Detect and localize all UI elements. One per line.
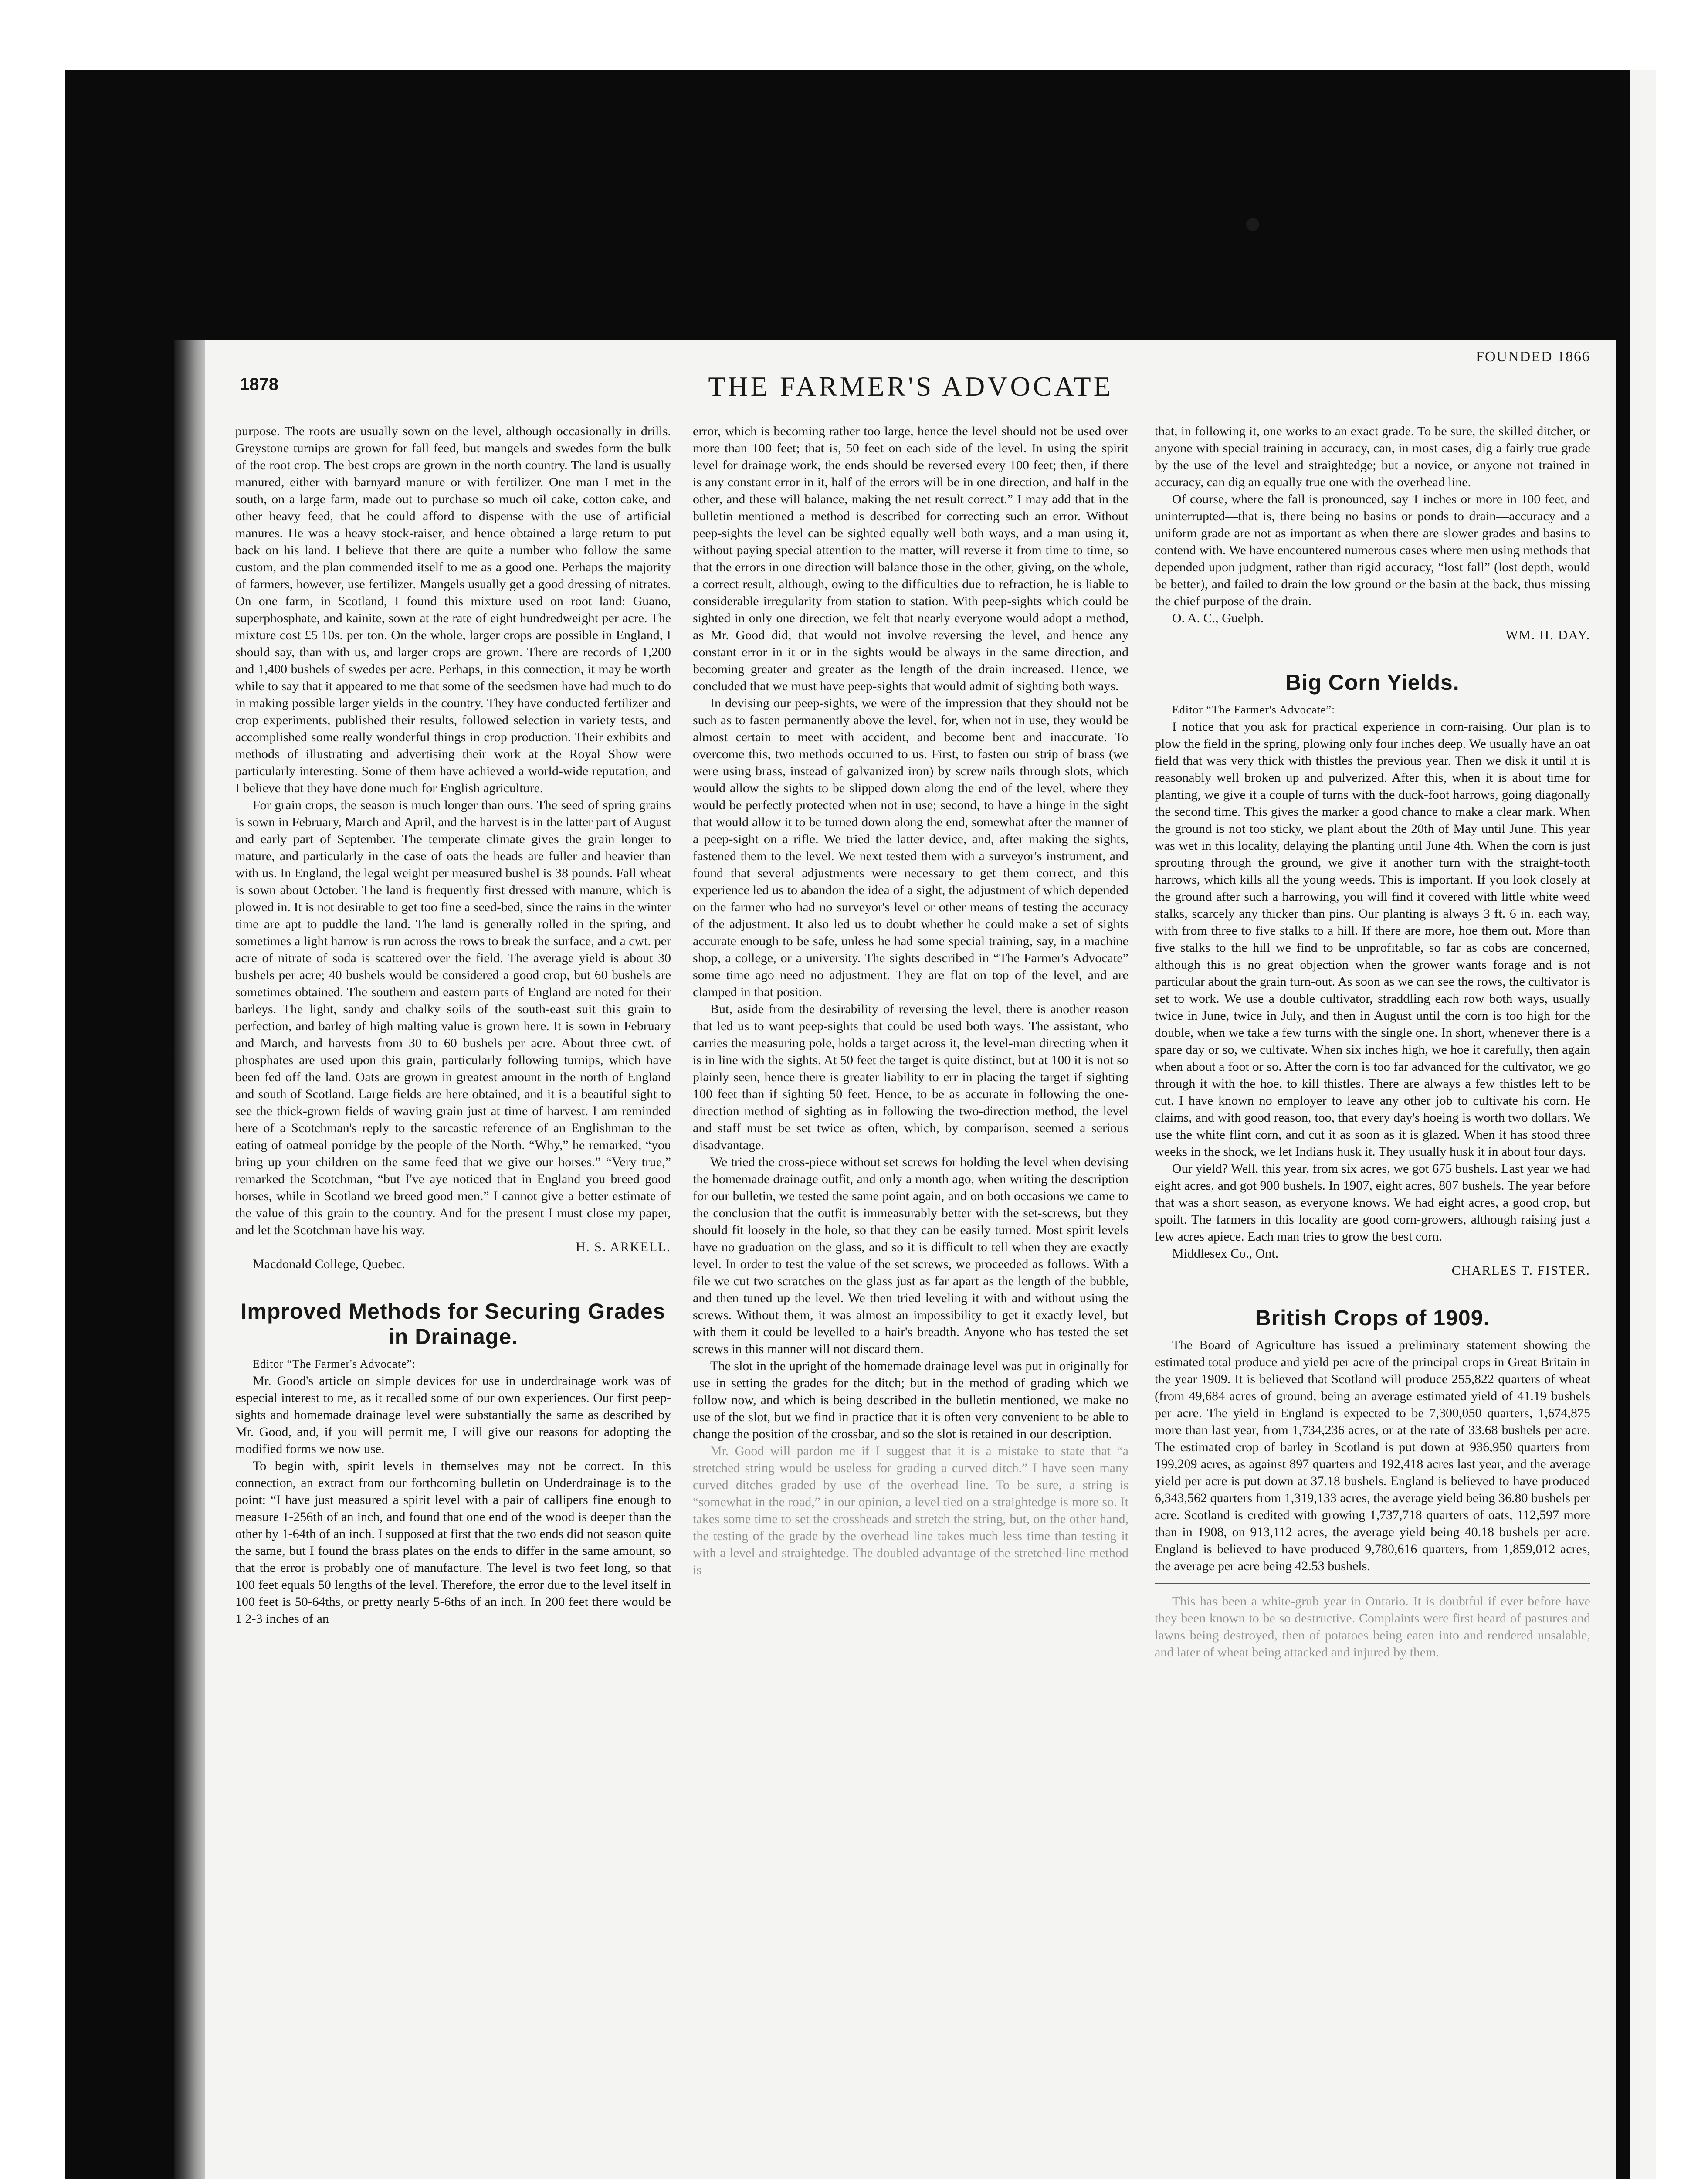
paragraph: To begin with, spirit levels in themselves may not be correct. In this connection, an extract from our forthcoming bulletin on Underdrainage is to the point: “I have just measured a spirit level with a pair of callipers fine enough to measure 1-256th of an inch, and found that one end of the wood is deeper than the other by 1-64th of an inch. I supposed at first that the two ends did not season quite the same, but I found the brass plates on the ends to differ in the same amount, so that the error is probably one of manufacture. The level is two feet long, so that 100 feet equals 50 lengths of the level. Therefore, the error due to the level itself in 100 feet is 50-64ths, or pretty nearly 5-6ths of an inch. In 200 feet there would be 1 2-3 inches of an	[235, 1459, 671, 1626]
article-title-drainage: Improved Methods for Securing Grades in Drainage.	[241, 1299, 666, 1349]
paragraph: error, which is becoming rather too large, hence the level should not be used over more than 100 feet; that is, 50 feet on each side of the level. In using the spirit level for drainage work, the ends should be reversed every 100 feet; then, if there is any constant error in it, half of the errors will be in one direction, and half in the other, and these will balance, making the net result correct.” I may add that in the bulletin mentioned a method is described for correcting such an error. Without peep-sights the level can be sighted equally well both ways, and a man using it, without paying special attention to the matter, will reverse it from time to time, so that the errors in one direction will balance those in the other, giving, on the whole, a correct result, although, owing to the difficulties due to refraction, he is liable to considerable irregularity from station to station. With peep-sights which could be sighted in only one direction, we felt that nearly everyone would adopt a method, as Mr. Good did, that would not involve reversing the level, and hence any constant error in it or in the sights would be always in the same direction, and becoming greater and greater as the length of the drain increased. Hence, we concluded that we must have peep-sights that would admit of sighting both ways.	[693, 424, 1128, 693]
paragraph: The Board of Agriculture has issued a preliminary statement showing the estimated total produce and yield per acre of the principal crops in Great Britain in the year 1909. It is believed that Scotland will produce 255,822 quarters of wheat (from 49,684 acres of ground, being an average estimated yield of 41.19 bushels per acre. The yield in England is expected to be 7,300,050 quarters, 1,674,875 more than last year, from 1,734,236 acres, or at the rate of 33.68 bushels per acre. The estimated crop of barley in Scotland is put down at 936,950 quarters from 199,209 acres, as against 897 quarters and 192,418 acres last year, and the average yield per acre is put down at 37.18 bushels. England is believed to have produced 6,343,562 quarters from 1,319,133 acres, the average yield being 36.80 bushels per acre. Scotland is credited with growing 1,737,718 quarters of oats, 112,597 more than in 1908, on 913,112 acres, the average yield being 40.18 bushels per acre. England is believed to have produced 9,780,616 quarters, from 1,859,012 acres, the average per acre being 42.53 bushels.	[1155, 1338, 1590, 1573]
paragraph: But, aside from the desirability of reversing the level, there is another reason that led us to want peep-sights that could be used both ways. The assistant, who carries the measuring pole, holds a target across it, the level-man directing when it is in line with the sights. At 50 feet the target is quite distinct, but at 100 it is not so plainly seen, hence there is greater liability to err in placing the target if sighting 100 feet than if sighting 50 feet. Hence, to be as accurate in following the one-direction method of sighting as in following the two-direction method, the level and staff must be set twice as often, which, by comparison, seemed a serious disadvantage.	[693, 1002, 1128, 1152]
article-title-british-crops: British Crops of 1909.	[1255, 1306, 1490, 1330]
paragraph: This has been a white-grub year in Ontario. It is doubtful if ever before have they been known to be so destructive. Complaints were first heard of pastures and lawns being destroyed, then of potatoes being eaten into and rendered unsalable, and later of wheat being attacked and injured by them.	[1155, 1594, 1590, 1660]
author-signature: H. S. ARKELL.	[576, 1240, 671, 1254]
paragraph: Of course, where the fall is pronounced, say 1 inches or more in 100 feet, and uninterrupted—that is, there being no basins or ponds to drain—accuracy and a uniform grade are not as important as when there are slower grades and basins to contend with. We have encountered numerous cases where men using methods that depended upon judgment, rather than rigid accuracy, “lost fall” (lost depth, would be better), and failed to drain the low ground or the basin at the back, thus missing the chief purpose of the drain.	[1155, 492, 1590, 608]
editor-salutation: Editor “The Farmer's Advocate”:	[1172, 703, 1335, 716]
page-header	[205, 340, 1616, 405]
newspaper-page	[205, 340, 1616, 2179]
column-left	[235, 423, 671, 1627]
paragraph: that, in following it, one works to an exact grade. To be sure, the skilled ditcher, or anyone with special training in accuracy, can, in most cases, dig a fairly true grade by the use of the level and straightedge; but a novice, or anyone not trained in accuracy, can dig an equally true one with the overhead line.	[1155, 424, 1590, 489]
author-signature: WM. H. DAY.	[1505, 628, 1590, 642]
masthead-title: THE FARMER'S ADVOCATE	[708, 371, 1113, 402]
author-signature: CHARLES T. FISTER.	[1451, 1263, 1590, 1278]
ink-smudge	[1246, 218, 1259, 231]
adjacent-page-strip	[1630, 70, 1656, 2179]
founded-line: FOUNDED 1866	[1476, 349, 1590, 365]
paragraph: purpose. The roots are usually sown on the level, although occasionally in drills. Greystone turnips are grown for fall feed, but mangels and swedes form the bulk of the root crop. The best crops are grown in the north country. The land is usually manured, either with barnyard manure or with fertilizer. One man I met in the south, on a large farm, made out to purchase so much oil cake, cotton cake, and other heavy feed, that he could afford to dispense with the use of artificial manures. He was a heavy stock-raiser, and hence obtained a large return to put back on his land. I believe that there are quite a number who follow the same custom, and the plan commended itself to me as a good one. Perhaps the majority of farmers, however, use fertilizer. Mangels usually get a good dressing of nitrates. On one farm, in Scotland, I found this mixture used on root land: Guano, superphosphate, and kainite, sown at the rate of eight hundredweight per acre. The mixture cost £5 10s. per ton. On the whole, larger crops are possible in England, I should say, than with us, and larger crops are grown. There are records of 1,200 and 1,400 bushels of swedes per acre. Perhaps, in this connection, it may be worth while to say that it appeared to me that some of the seedsmen have had much to do in making possible larger yields in the country. They have conducted fertilizer and crop experiments, published their results, followed selection in variety tests, and accomplished some really wonderful things in crop production. Their exhibits and methods of illustrating and advertising their work at the Royal Show were particularly interesting. Some of them have achieved a world-wide reputation, and I believe that they have done much for English agriculture.	[235, 424, 671, 795]
article-title-corn: Big Corn Yields.	[1285, 670, 1460, 695]
paragraph: I notice that you ask for practical experience in corn-raising. Our plan is to plow the field in the spring, plowing only four inches deep. We usually have an oat field that was very thick with thistles the previous year. Then we disk it until it is reasonably well broken up and pulverized. After this, when it is about time for planting, we give it a couple of turns with the duck-foot harrows, going diagonally the second time. This gives the marker a good chance to make a clear mark. When the ground is not too sticky, we plant about the 20th of May until June. This year was wet in this locality, delaying the planting until June 4th. When the corn is just sprouting through the ground, we give it another turn with the straight-tooth harrows, which kills all the young weeds. This is important. If you look closely at the ground after such a harrowing, you will find it covered with little white weed stalks, scarcely any thicker than pins. Our planting is always 3 ft. 6 in. each way, with from three to five stalks to a hill. If there are more, hoe them out. More than five stalks to the hill we find to be unprofitable, so far as cobs are concerned, although this is no great objection when the grower wants forage and is not particular about the grain turn-out. As soon as we can see the rows, the cultivator is set to work. We use a double cultivator, straddling each row both ways, usually twice in June, twice in July, and then in August until the corn is too high for the double, when we take a few turns with the single one. In short, whenever there is a spare day or so, we cultivate. When six inches high, we hoe it carefully, then again when about a foot or so. After the corn is too far advanced for the cultivator, we go through it with the hoe, to kill thistles. There are always a few thistles left to be cut. I have known no employer to leave any other job to cultivate his corn. He claims, and with good reason, too, that every day's hoeing is worth two dollars. We use the white flint corn, and cut it as soon as it is glazed. When it has stood three weeks in the shock, we let Indians husk it. They usually husk it in about four days.	[1155, 720, 1590, 1159]
author-place: O. A. C., Guelph.	[1172, 611, 1264, 625]
paragraph: In devising our peep-sights, we were of the impression that they should not be such as to fasten permanently above the level, for, when not in use, they would be almost certain to meet with accident, and become bent and inaccurate. To overcome this, two methods occurred to us. First, to fasten our strip of brass (we were using brass, instead of galvanized iron) by screw nails through slots, which would allow the sights to be slipped down along the end of the level, where they would be perfectly protected when not in use; second, to have a hinge in the sight that would allow it to be turned down along the end, somewhat after the manner of a peep-sight on a rifle. We tried the latter device, and, after making the sights, fastened them to the level. We next tested them with a surveyor's instrument, and found that several adjustments were necessary to get them correct, and this experience led us to abandon the idea of a sight, the adjustment of which depended on the farmer who had no surveyor's level or other means of testing the accuracy of the adjustment. It also led us to doubt whether he could make a set of sights accurate enough to be safe, unless he had some special training, say, in a machine shop, a college, or a university. The sights described in “The Farmer's Advocate” some time ago need no adjustment. They are flat on top of the level, and are clamped in that position.	[693, 696, 1128, 999]
page-number: 1878	[240, 375, 278, 394]
column-middle	[693, 423, 1128, 1578]
paragraph: Mr. Good will pardon me if I suggest that it is a mistake to state that “a stretched string would be useless for grading a curved ditch.” I have seen many curved ditches graded by use of the overhead line. To be sure, a string is “somewhat in the road,” in our opinion, a level tied on a straightedge is more so. It takes some time to set the crossheads and stretch the string, but, on the other hand, the testing of the grade by the overhead line takes much less time than testing it with a level and straightedge. The doubled advantage of the stretched-line method is	[693, 1444, 1128, 1577]
author-place: Middlesex Co., Ont.	[1172, 1246, 1279, 1261]
section-divider	[1155, 1583, 1590, 1584]
paragraph: We tried the cross-piece without set screws for holding the level when devising the homemade drainage outfit, and only a month ago, when writing the description for our bulletin, we tested the same point again, and on both occasions we came to the conclusion that the outfit is immeasurably better with the set-screws, but they should fit loosely in the hole, so that they can be easily turned. Most spirit levels have no graduation on the glass, and so it is difficult to tell when they are exactly level. In order to test the value of the set screws, we proceeded as follows. With a file we cut two scratches on the glass just as far apart as the length of the bubble, and then tuned up the level. We then tried leveling it with and without using the screws. Without them, it was almost an impossibility to get it exactly level, but with them it could be levelled to a hair's breadth. Anyone who has tested the set screws in this manner will not discard them.	[693, 1155, 1128, 1356]
paragraph: For grain crops, the season is much longer than ours. The seed of spring grains is sown in February, March and April, and the harvest is in the latter part of August and early part of September. The temperate climate gives the grain longer to mature, and particularly in the case of oats the heads are fuller and heavier than with us. In England, the legal weight per measured bushel is 38 pounds. Fall wheat is sown about October. The land is frequently first dressed with manure, which is plowed in. It is not desirable to get too fine a seed-bed, since the rains in the winter time are apt to puddle the land. The land is generally rolled in the spring, and sometimes a light harrow is run across the rows to break the surface, and a cwt. per acre of nitrate of soda is scattered over the field. The average yield is about 30 bushels per acre; 40 bushels would be considered a good crop, but 60 bushels are sometimes obtained. The southern and eastern parts of England are noted for their barleys. The light, sandy and chalky soils of the south-east suit this grain to perfection, and barley of high malting value is grown here. It is sown in February and March, and harvests from 30 to 60 bushels per acre. About three cwt. of phosphates are used upon this grain, particularly following turnips, which have been fed off the land. Oats are grown in greatest amount in the north of England and south of Scotland. Large fields are here obtained, and it is a beautiful sight to see the thick-grown fields of waving grain just at time of harvest. I am reminded here of a Scotchman's reply to the sarcastic reference of an Englishman to the eating of oatmeal porridge by the people of the North. “Why,” he remarked, “you bring up your children on the same feed that we give our horses.” “Very true,” remarked the Scotchman, “but I've aye noticed that in England you breed good horses, while in Scotland we breed good men.” I cannot give a better estimate of the value of this grain to the country. And for the present I must close my paper, and let the Scotchman have his way.	[235, 798, 671, 1237]
paragraph: Our yield? Well, this year, from six acres, we got 675 bushels. Last year we had eight acres, and got 900 bushels. In 1907, eight acres, 807 bushels. The year before that was a short season, as everyone knows. We had eight acres, a good crop, but spoilt. The farmers in this locality are good corn-growers, although raising just a few acres apiece. Each man tries to grow the best corn.	[1155, 1161, 1590, 1244]
paragraph: The slot in the upright of the homemade drainage level was put in originally for use in setting the grades for the ditch; but in the method of grading which we follow now, and which is being described in the bulletin mentioned, we make no use of the slot, but we find in practice that it is often very convenient to be able to change the position of the crossbar, and so the slot is retained in our description.	[693, 1359, 1128, 1441]
column-right	[1155, 423, 1590, 1661]
paragraph: Mr. Good's article on simple devices for use in underdrainage work was of especial interest to me, as it recalled some of our own experiences. Our first peep-sights and homemade drainage level were substantially the same as described by Mr. Good, and, if you will permit me, I will give our reasons for adopting the modified forms we now use.	[235, 1374, 671, 1456]
author-place: Macdonald College, Quebec.	[253, 1257, 405, 1271]
editor-salutation: Editor “The Farmer's Advocate”:	[253, 1358, 416, 1370]
